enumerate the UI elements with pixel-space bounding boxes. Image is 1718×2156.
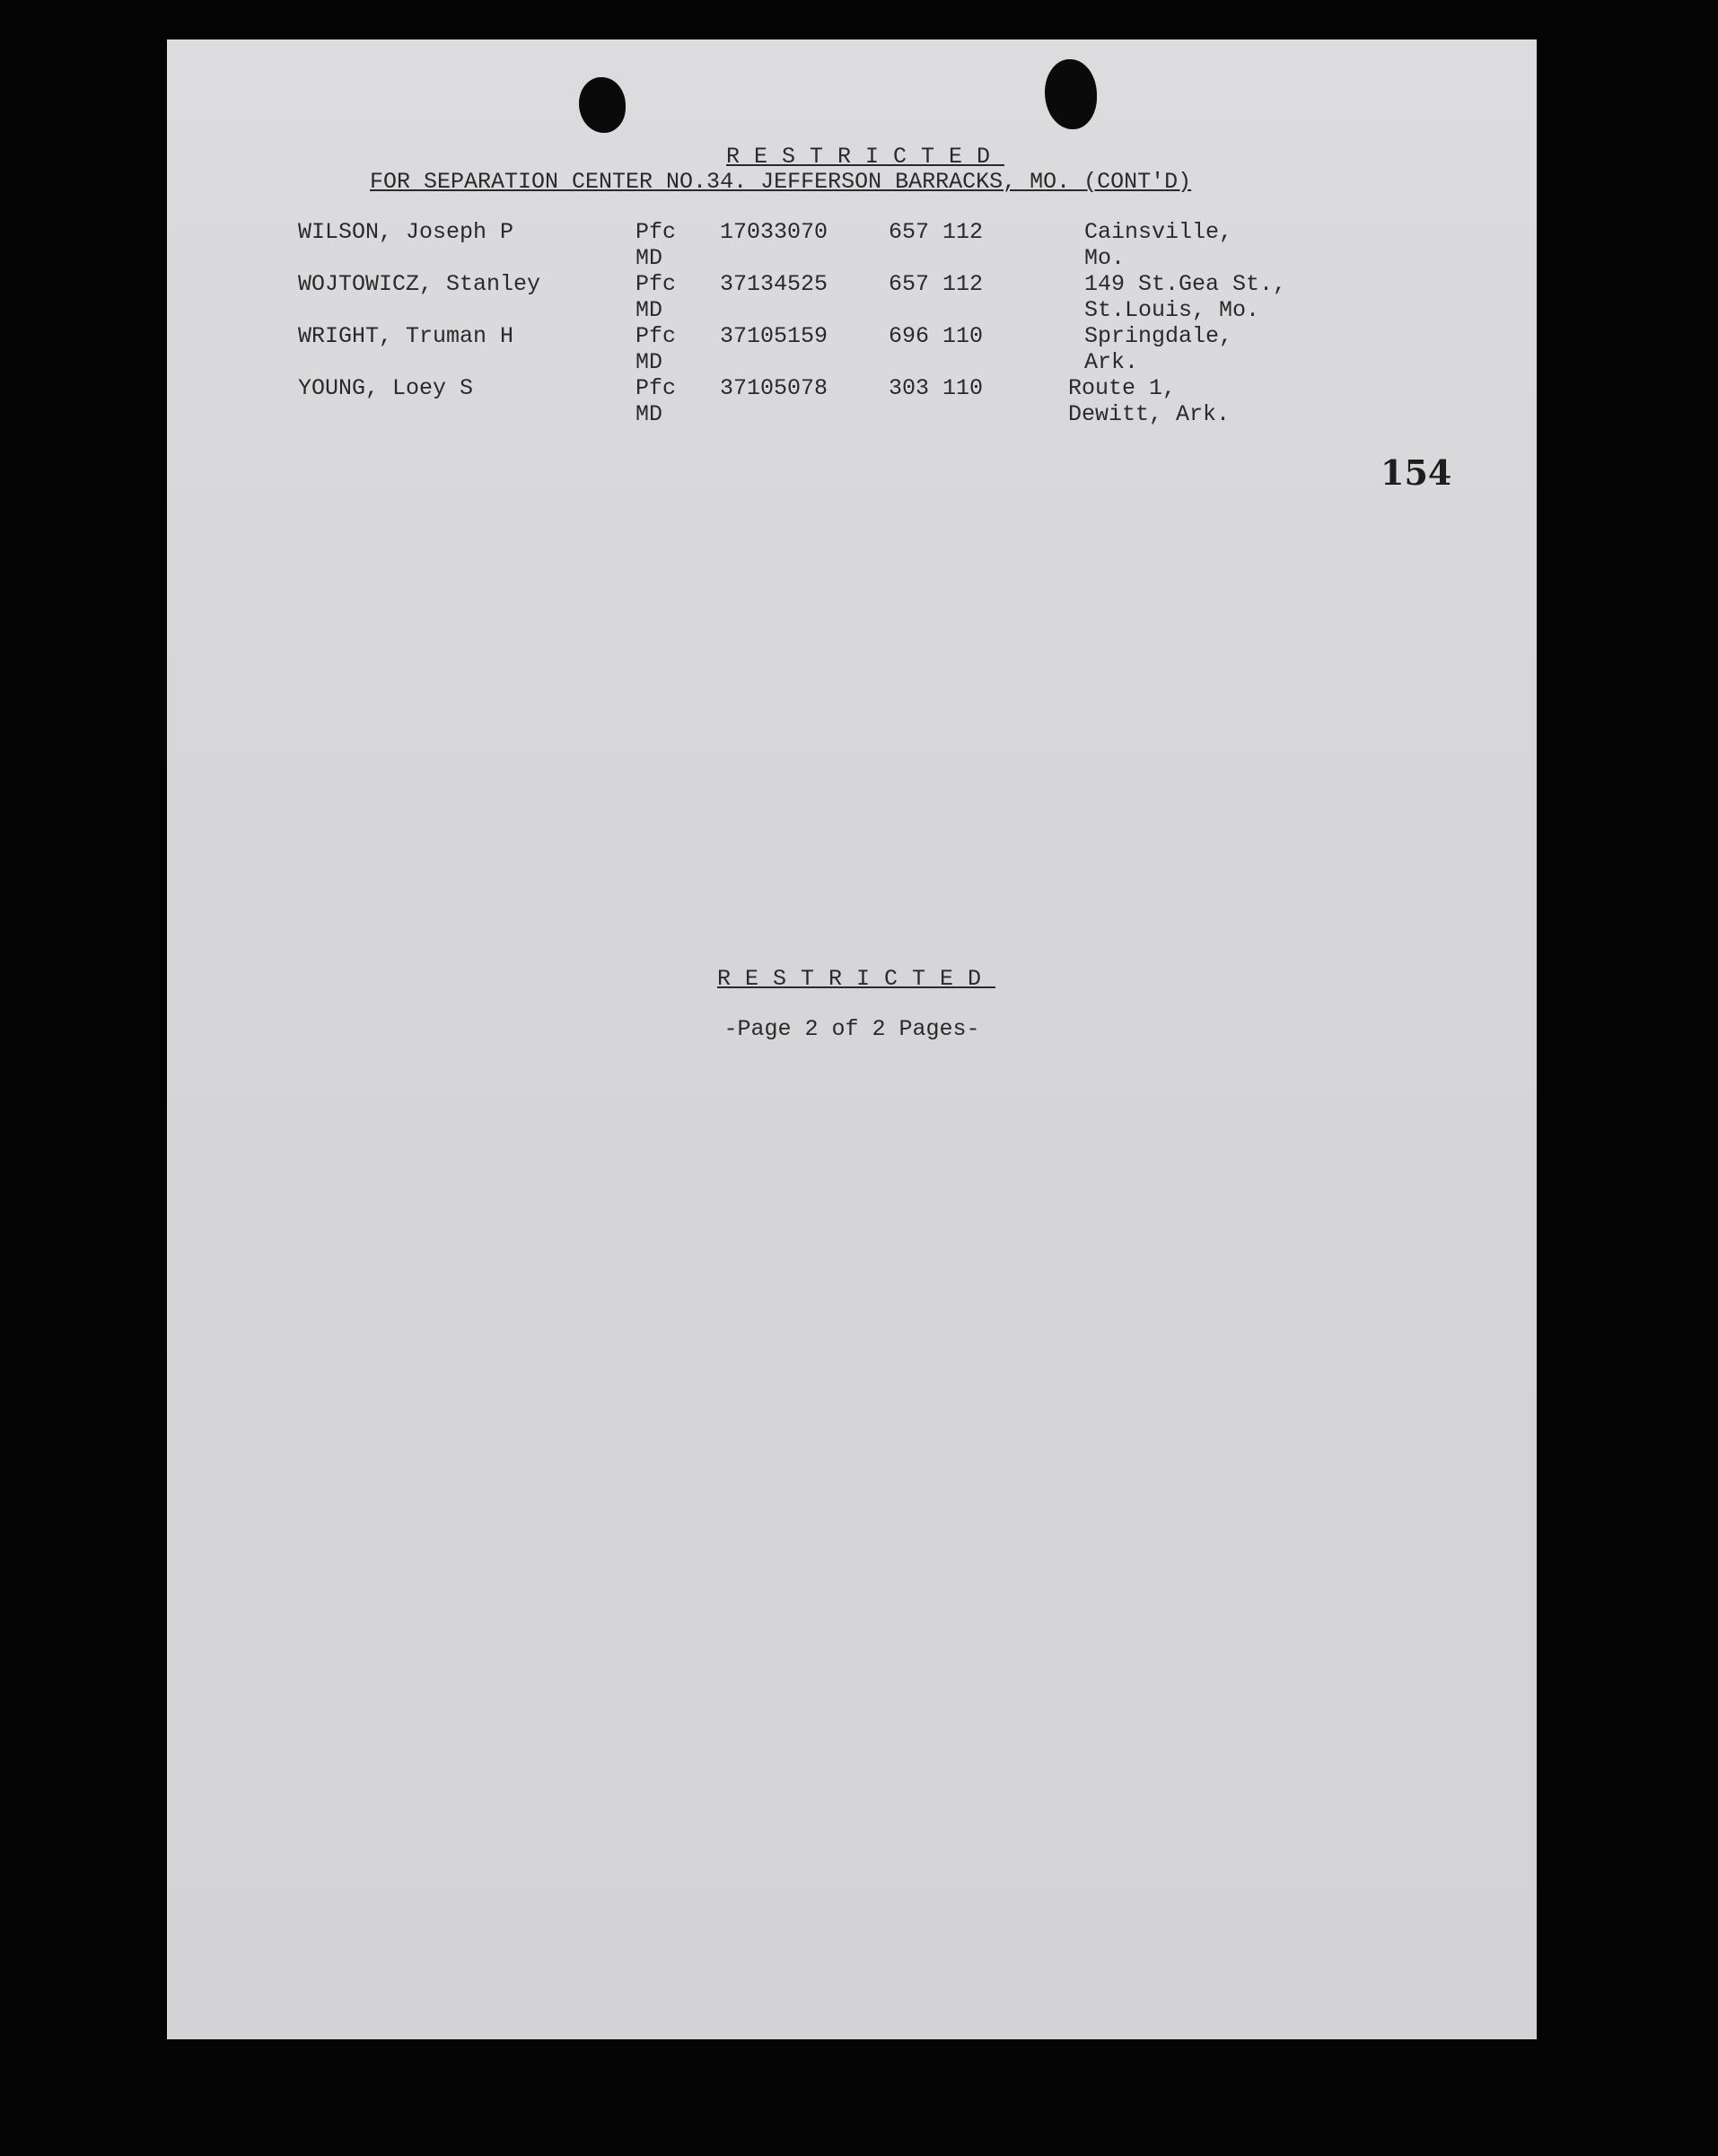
rank-cell [635,219,676,271]
roster-row [298,375,1330,427]
roster-row [298,323,1330,375]
codes: 657 112 [889,271,984,297]
stamped-page-number: 154 [1381,452,1452,493]
footer-page-indicator: -Page 2 of 2 Pages- [723,1016,980,1042]
address-line-1: Springdale, [1084,323,1233,349]
branch: MD [635,349,663,375]
roster-row [298,219,1330,271]
address [1068,375,1230,427]
serial-number: 37105078 [720,375,828,401]
document-page [167,39,1537,2039]
footer-classification: RESTRICTED [716,966,996,992]
soldier-name: WRIGHT, Truman H [298,323,514,349]
codes: 303 110 [889,375,984,401]
rank-cell [635,271,676,323]
roster-row [298,271,1330,323]
soldier-name: WOJTOWICZ, Stanley [298,271,541,297]
address-line-1: 149 St.Gea St., [1084,271,1287,297]
rank: Pfc [635,271,677,297]
punch-hole [579,77,626,133]
codes: 657 112 [889,219,984,245]
rank: Pfc [635,219,677,245]
rank-cell [635,323,676,375]
address [1084,219,1232,271]
rank: Pfc [635,323,677,349]
serial-number: 17033070 [720,219,828,245]
address-line-2: Dewitt, Ark. [1068,401,1231,427]
codes: 696 110 [889,323,984,349]
address-line-2: St.Louis, Mo. [1084,297,1260,323]
address-line-2: Mo. [1084,245,1126,271]
header-subtitle: FOR SEPARATION CENTER NO.34. JEFFERSON BARRACKS, MO. (CONT'D) [370,169,1192,195]
header-classification: RESTRICTED [725,144,1005,170]
roster-list [298,219,1330,427]
address-line-1: Route 1, [1068,375,1177,401]
address [1084,323,1232,375]
punch-hole [1045,59,1097,129]
serial-number: 37105159 [720,323,828,349]
branch: MD [635,245,663,271]
address-line-1: Cainsville, [1084,219,1233,245]
address-line-2: Ark. [1084,349,1139,375]
branch: MD [635,401,663,427]
address [1084,271,1286,323]
serial-number: 37134525 [720,271,828,297]
soldier-name: WILSON, Joseph P [298,219,514,245]
branch: MD [635,297,663,323]
rank-cell [635,375,676,427]
rank: Pfc [635,375,677,401]
soldier-name: YOUNG, Loey S [298,375,474,401]
